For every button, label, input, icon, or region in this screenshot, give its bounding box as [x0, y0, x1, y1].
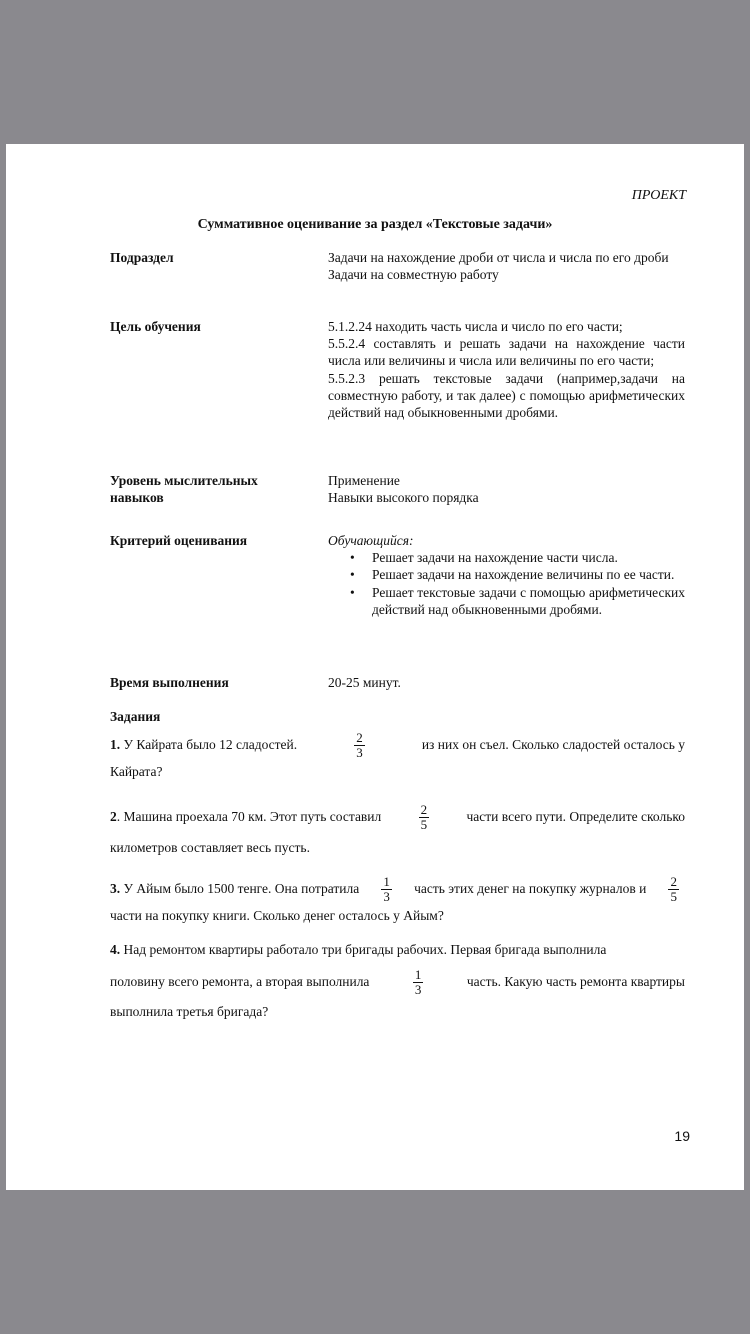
time-label: Время выполнения	[110, 675, 229, 690]
page-number: 19	[674, 1128, 690, 1144]
task-number: 4.	[110, 942, 121, 957]
task-4	[110, 940, 685, 1020]
subsection-line: Задачи на нахождение дроби от числа и числа по его дроби	[328, 250, 669, 265]
fraction-numerator: 1	[383, 873, 390, 889]
criteria-list	[328, 549, 685, 618]
goal-label: Цель обучения	[110, 319, 201, 334]
goal-line: 5.5.2.4 составлять и решать задачи на нахождение части числа или величины и числа или величины по его части;	[328, 336, 685, 369]
task-text: Кайрата?	[110, 764, 163, 779]
fraction	[668, 875, 679, 904]
level-label-line: Уровень мыслительных	[110, 473, 258, 488]
criteria-item: • Решает задачи на нахождение части числа.	[328, 549, 685, 566]
level-label	[110, 472, 258, 506]
criteria-item: • Решает задачи на нахождение величины по ее части.	[328, 566, 685, 583]
level-label-line: навыков	[110, 490, 164, 505]
task-number: 1.	[110, 737, 121, 752]
criteria-value	[328, 532, 685, 618]
criteria-label: Критерий оценивания	[110, 533, 248, 548]
task-text: Над ремонтом квартиры работало три бригады рабочих. Первая бригада выполнила	[123, 942, 607, 957]
fraction	[354, 731, 365, 760]
fraction-numerator: 2	[420, 801, 428, 817]
task-text: . Машина проехала 70 км. Этот путь составил	[116, 809, 382, 824]
fraction-numerator: 1	[414, 966, 422, 982]
fraction-denominator: 5	[670, 888, 677, 904]
tasks-heading: Задания	[110, 709, 161, 724]
criteria-item: • Решает текстовые задачи с помощью арифметических действий над обыкновенными дробями.	[328, 584, 685, 618]
fraction-denominator: 3	[356, 744, 363, 760]
criteria-intro: Обучающийся:	[328, 533, 414, 548]
fraction	[381, 875, 392, 904]
task-text: части на покупку книги. Сколько денег осталось у Айым?	[110, 908, 444, 923]
goal-line: 5.5.2.3 решать текстовые задачи (например,задачи на совместную работу, и так далее) с помощью арифметических действий над обыкновенными дробями.	[328, 370, 685, 421]
task-1	[110, 726, 685, 780]
fraction-denominator: 3	[383, 888, 390, 904]
task-text: У Кайрата было 12 сладостей.	[123, 737, 298, 752]
task-text: километров составляет весь пусть.	[110, 840, 310, 855]
task-text: половину всего ремонта, а вторая выполнила	[110, 974, 370, 989]
task-number: 3.	[110, 881, 121, 896]
fraction-denominator: 3	[414, 981, 422, 997]
goal-line: 5.1.2.24 находить часть числа и число по его части;	[328, 319, 623, 334]
task-text: из них он съел. Сколько сладостей осталось у	[421, 737, 685, 752]
fraction	[419, 803, 430, 832]
fraction	[413, 968, 424, 997]
task-text: часть этих денег на покупку журналов и	[414, 881, 647, 896]
fraction-numerator: 2	[670, 873, 677, 889]
level-value	[328, 472, 685, 506]
document-page	[6, 144, 744, 1190]
subsection-value	[328, 249, 685, 283]
task-3	[110, 870, 685, 924]
page-title: Суммативное оценивание за раздел «Текстовые задачи»	[197, 217, 553, 232]
subsection-label: Подраздел	[110, 250, 174, 265]
project-label: ПРОЕКТ	[631, 188, 686, 203]
goal-value	[328, 318, 685, 421]
task-text: часть. Какую часть ремонта квартиры	[466, 974, 685, 989]
task-number: 2	[110, 809, 117, 824]
fraction-denominator: 5	[420, 816, 428, 832]
task-text: выполнила третья бригада?	[110, 1004, 269, 1019]
time-value: 20-25 минут.	[328, 675, 401, 690]
subsection-line: Задачи на совместную работу	[328, 267, 499, 283]
task-text: У Айым было 1500 тенге. Она потратила	[123, 881, 360, 896]
task-text: части всего пути. Определите сколько	[466, 809, 685, 824]
level-line: Применение	[328, 473, 400, 488]
fraction-numerator: 2	[356, 729, 363, 745]
level-line: Навыки высокого порядка	[328, 490, 479, 506]
task-2	[110, 798, 685, 856]
